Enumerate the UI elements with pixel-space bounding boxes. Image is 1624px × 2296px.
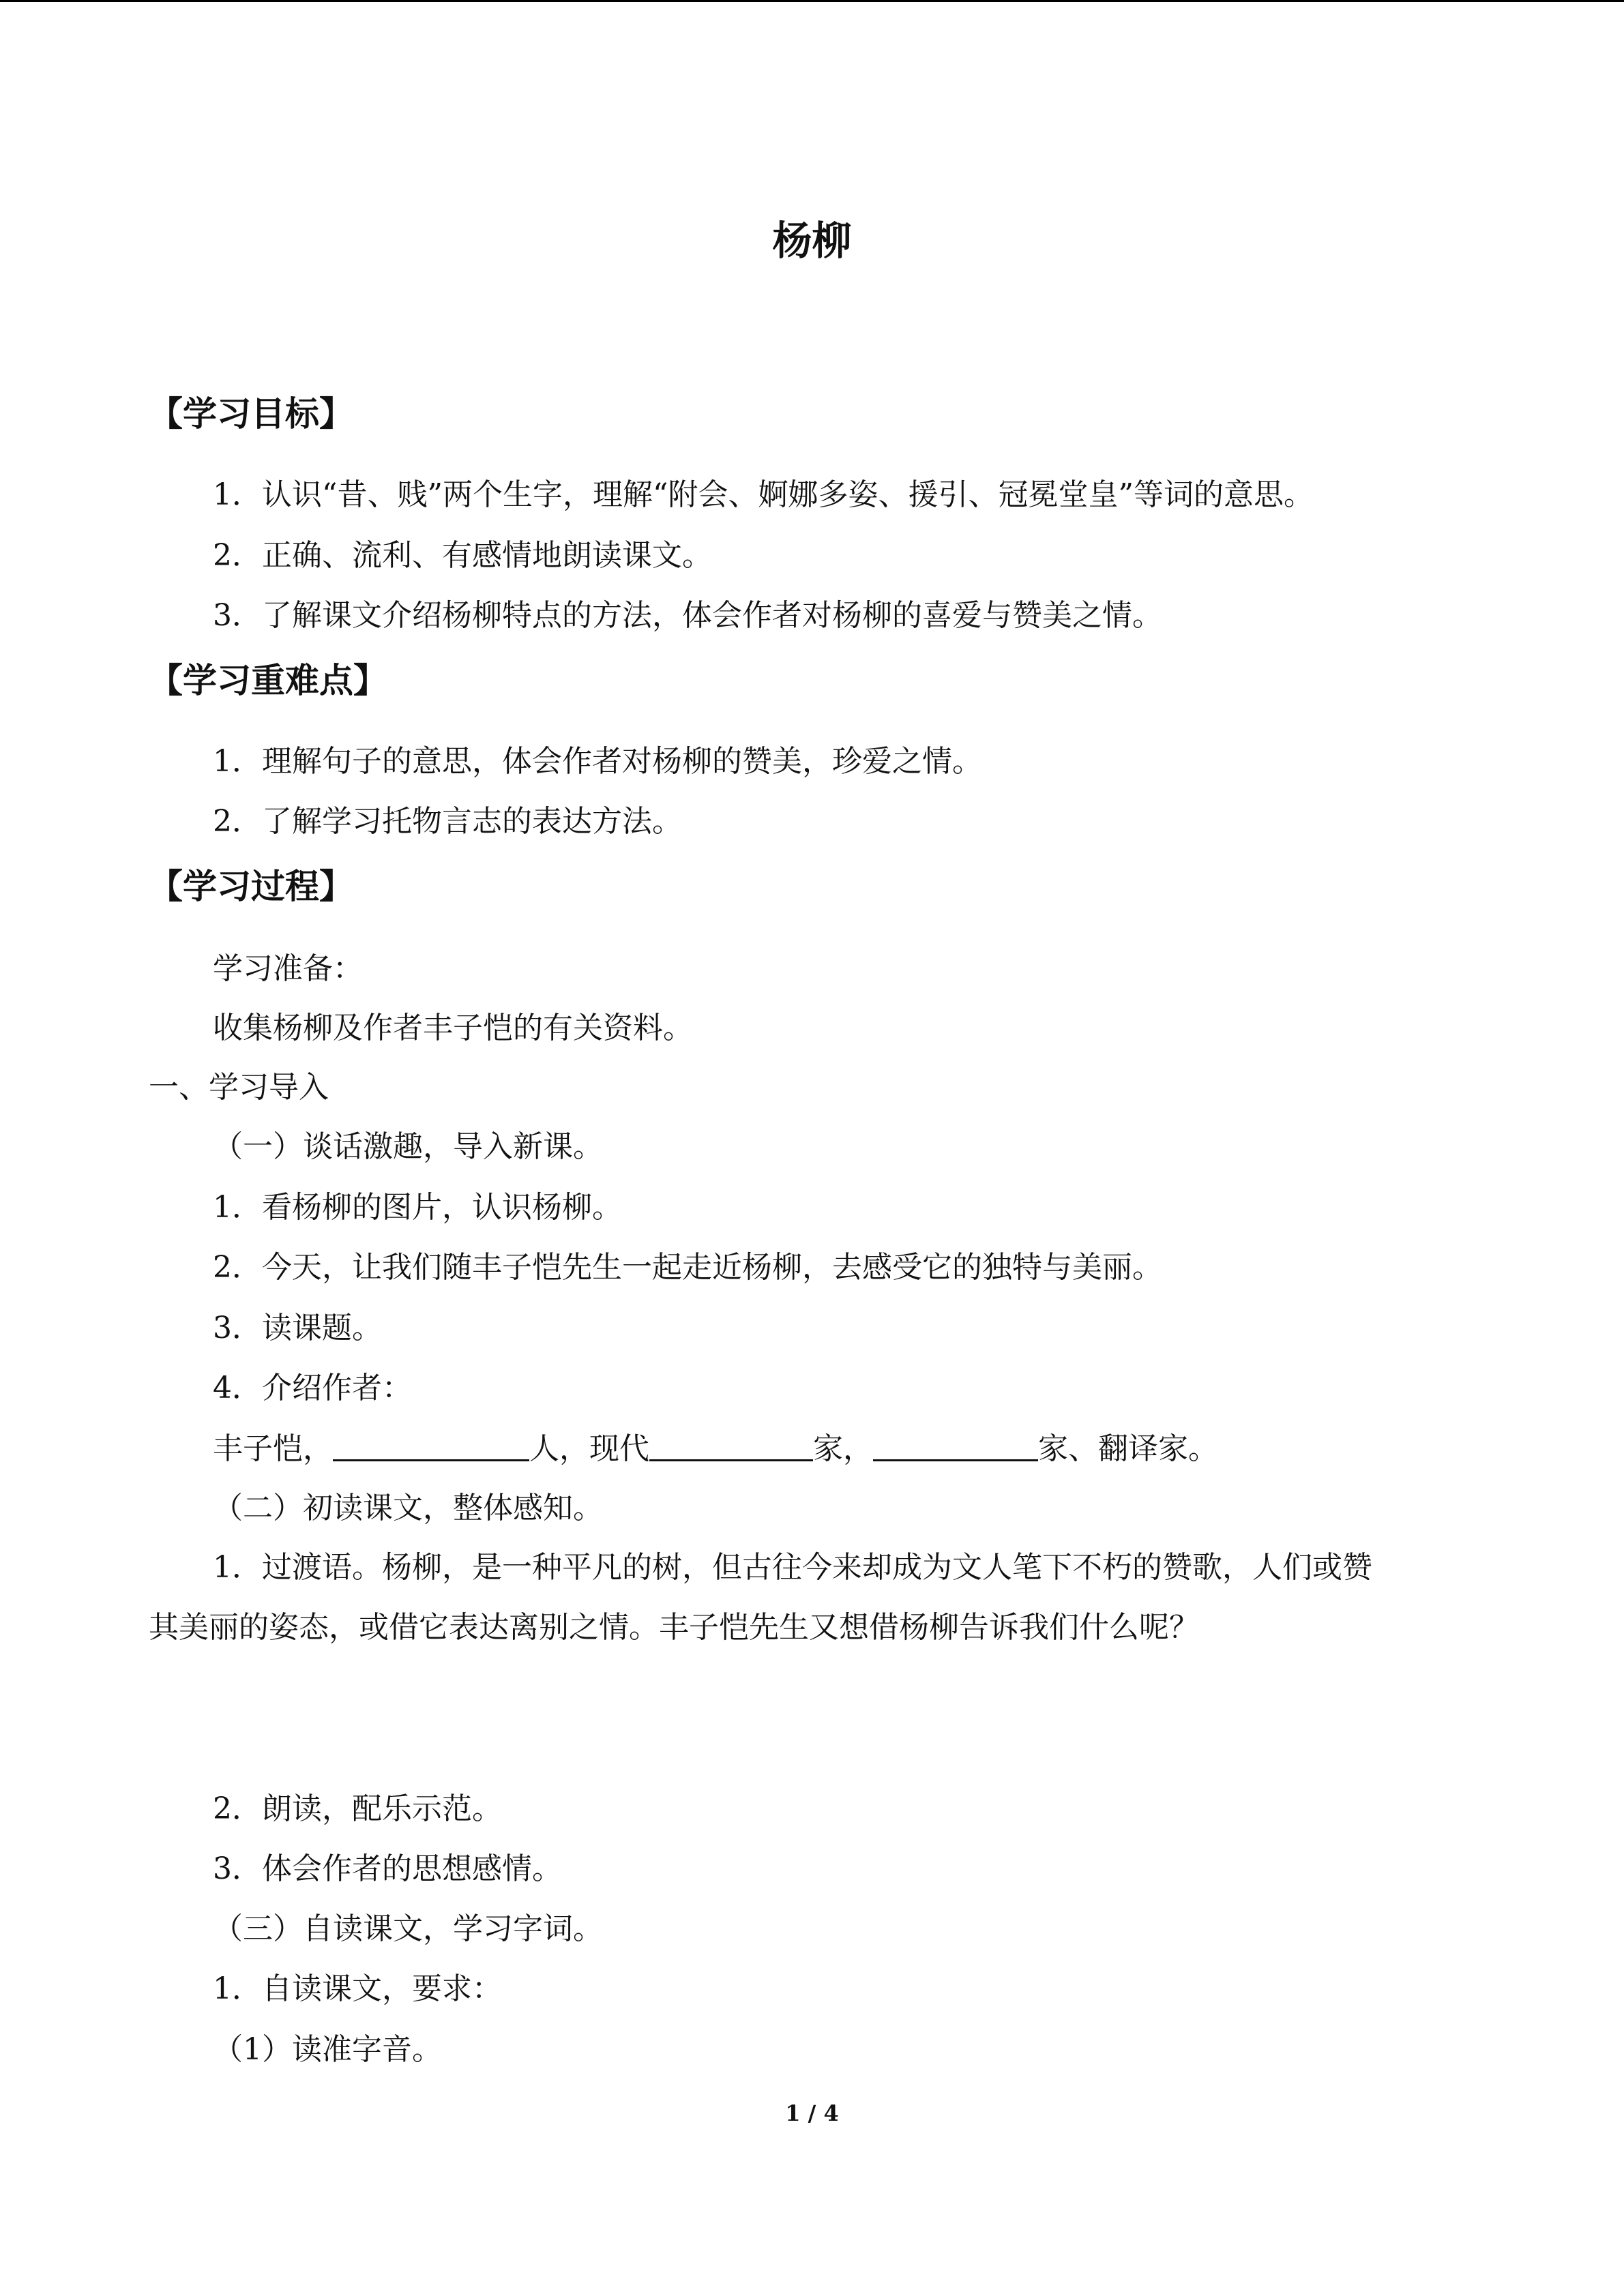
step-read-pronunciation: （1）读准字音。	[213, 2032, 442, 2067]
subsection-3: （三）自读课文，学习字词。	[213, 1911, 603, 1946]
step-read-aloud: 2．朗读，配乐示范。	[213, 1791, 502, 1826]
author-fill-in-line	[213, 1428, 1218, 1469]
page-number: 1 / 4	[785, 2100, 839, 2126]
transition-paragraph-line-1: 1．过渡语。杨柳，是一种平凡的树，但古往今来却成为文人笔下不朽的赞歌，人们或赞	[213, 1550, 1372, 1585]
prep-label: 学习准备：	[213, 951, 363, 986]
key-point-item-1: 1．理解句子的意思，体会作者对杨柳的赞美，珍爱之情。	[213, 744, 982, 779]
step-approach-willow: 2．今天，让我们随丰子恺先生一起走近杨柳，去感受它的独特与美丽。	[213, 1250, 1162, 1285]
heading-key-points: 【学习重难点】	[149, 661, 387, 700]
blank-hometown[interactable]	[333, 1428, 529, 1461]
blank-profession-2[interactable]	[873, 1428, 1038, 1461]
heading-learning-goals: 【学习目标】	[149, 394, 353, 434]
subsection-1: （一）谈话激趣，导入新课。	[213, 1129, 603, 1164]
author-fill-text-c: 家，	[813, 1431, 873, 1466]
key-point-item-2: 2．了解学习托物言志的表达方法。	[213, 804, 682, 839]
goal-item-2: 2．正确、流利、有感情地朗读课文。	[213, 538, 712, 573]
transition-paragraph-line-2: 其美丽的姿态，或借它表达离别之情。丰子恺先生又想借杨柳告诉我们什么呢？	[149, 1610, 1199, 1645]
step-feel-emotion: 3．体会作者的思想感情。	[213, 1851, 562, 1886]
part-intro-heading: 一、学习导入	[149, 1070, 329, 1105]
goal-item-1: 1．认识“昔、贱”两个生字，理解“附会、婀娜多姿、援引、冠冕堂皇”等词的意思。	[213, 477, 1314, 512]
author-fill-text-d: 家、翻译家。	[1038, 1431, 1218, 1466]
page-title: 杨柳	[772, 218, 852, 264]
blank-profession-1[interactable]	[649, 1428, 813, 1461]
author-fill-text-b: 人，现代	[529, 1431, 649, 1466]
top-border-line	[0, 0, 1624, 2]
author-fill-text-a: 丰子恺，	[213, 1431, 333, 1466]
step-introduce-author: 4．介绍作者：	[213, 1371, 412, 1405]
step-view-pictures: 1．看杨柳的图片，认识杨柳。	[213, 1190, 622, 1225]
step-read-title: 3．读课题。	[213, 1311, 382, 1345]
step-self-read: 1．自读课文，要求：	[213, 1971, 502, 2006]
heading-learning-process: 【学习过程】	[149, 867, 353, 906]
goal-item-3: 3．了解课文介绍杨柳特点的方法，体会作者对杨柳的喜爱与赞美之情。	[213, 598, 1162, 633]
prep-text: 收集杨柳及作者丰子恺的有关资料。	[213, 1011, 693, 1045]
subsection-2: （二）初读课文，整体感知。	[213, 1491, 603, 1525]
